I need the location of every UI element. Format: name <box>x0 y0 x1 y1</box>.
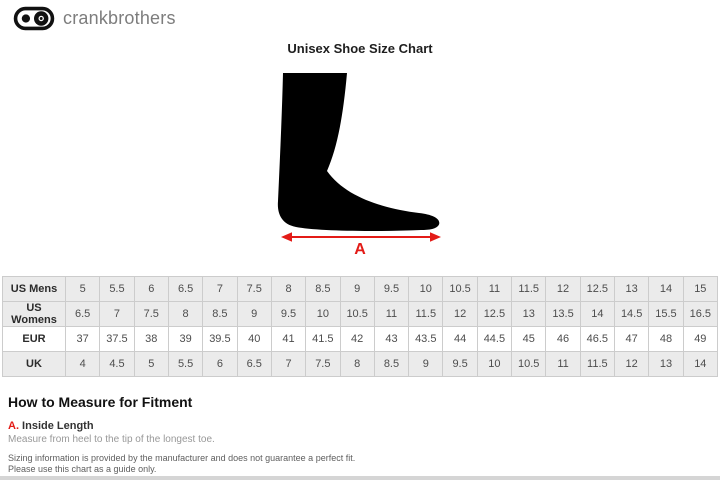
size-cell: 12.5 <box>477 302 511 327</box>
disclaimer-line-1: Sizing information is provided by the manufacturer and does not guarantee a perfect fit. <box>8 453 356 463</box>
sizing-disclaimer <box>8 453 355 475</box>
size-cell: 12 <box>546 277 580 302</box>
size-cell: 39 <box>168 327 202 352</box>
size-cell: 6.5 <box>168 277 202 302</box>
size-cell: 11 <box>374 302 408 327</box>
measure-section <box>8 394 215 445</box>
size-cell: 9 <box>409 352 443 377</box>
size-cell: 10.5 <box>443 277 477 302</box>
size-cell: 13 <box>615 277 649 302</box>
size-cell: 37 <box>66 327 100 352</box>
size-cell: 40 <box>237 327 271 352</box>
size-cell: 41 <box>271 327 305 352</box>
size-cell: 10.5 <box>340 302 374 327</box>
size-cell: 15.5 <box>649 302 683 327</box>
size-cell: 41.5 <box>306 327 340 352</box>
size-cell: 10 <box>409 277 443 302</box>
size-cell: 6.5 <box>237 352 271 377</box>
size-cell: 14 <box>683 352 717 377</box>
size-cell: 5 <box>66 277 100 302</box>
size-cell: 7 <box>203 277 237 302</box>
size-chart-body <box>3 277 718 377</box>
size-cell: 9 <box>340 277 374 302</box>
size-cell: 11 <box>546 352 580 377</box>
size-cell: 10 <box>477 352 511 377</box>
size-cell: 8 <box>271 277 305 302</box>
size-cell: 5 <box>134 352 168 377</box>
size-cell: 45 <box>512 327 546 352</box>
size-cell: 11.5 <box>512 277 546 302</box>
size-chart-table <box>2 276 718 377</box>
size-system-label: EUR <box>3 327 66 352</box>
size-cell: 8 <box>168 302 202 327</box>
size-system-label: UK <box>3 352 66 377</box>
size-cell: 11 <box>477 277 511 302</box>
size-cell: 14 <box>580 302 614 327</box>
size-cell: 47 <box>615 327 649 352</box>
size-cell: 11.5 <box>409 302 443 327</box>
size-cell: 13.5 <box>546 302 580 327</box>
size-cell: 9.5 <box>443 352 477 377</box>
size-cell: 8.5 <box>203 302 237 327</box>
size-cell: 48 <box>649 327 683 352</box>
size-cell: 9.5 <box>374 277 408 302</box>
measurement-label-a: A <box>354 241 366 258</box>
size-cell: 42 <box>340 327 374 352</box>
brand-header <box>0 0 720 36</box>
size-cell: 12 <box>615 352 649 377</box>
size-cell: 13 <box>649 352 683 377</box>
size-cell: 8.5 <box>306 277 340 302</box>
size-chart <box>2 276 718 377</box>
size-cell: 12.5 <box>580 277 614 302</box>
size-cell: 14 <box>649 277 683 302</box>
size-cell: 4.5 <box>100 352 134 377</box>
table-row <box>3 327 718 352</box>
measure-item-title <box>8 420 215 432</box>
size-cell: 12 <box>443 302 477 327</box>
size-cell: 7.5 <box>306 352 340 377</box>
size-cell: 14.5 <box>615 302 649 327</box>
size-cell: 7.5 <box>134 302 168 327</box>
size-cell: 46 <box>546 327 580 352</box>
measure-item-name: Inside Length <box>19 420 94 432</box>
size-cell: 7 <box>100 302 134 327</box>
size-cell: 43 <box>374 327 408 352</box>
size-cell: 4 <box>66 352 100 377</box>
table-row <box>3 302 718 327</box>
bottom-divider <box>0 476 720 480</box>
measure-heading: How to Measure for Fitment <box>8 394 193 410</box>
size-system-label: US Womens <box>3 302 66 327</box>
size-cell: 15 <box>683 277 717 302</box>
size-cell: 37.5 <box>100 327 134 352</box>
table-row <box>3 277 718 302</box>
size-cell: 39.5 <box>203 327 237 352</box>
size-cell: 44 <box>443 327 477 352</box>
size-cell: 8 <box>340 352 374 377</box>
size-cell: 10.5 <box>512 352 546 377</box>
size-cell: 10 <box>306 302 340 327</box>
disclaimer-line-2: Please use this chart as a guide only. <box>8 464 157 474</box>
size-cell: 49 <box>683 327 717 352</box>
size-cell: 11.5 <box>580 352 614 377</box>
size-cell: 38 <box>134 327 168 352</box>
size-cell: 44.5 <box>477 327 511 352</box>
table-row <box>3 352 718 377</box>
size-system-label: US Mens <box>3 277 66 302</box>
measure-item-key: A. <box>8 420 19 432</box>
size-cell: 5.5 <box>168 352 202 377</box>
size-cell: 7.5 <box>237 277 271 302</box>
size-cell: 9 <box>237 302 271 327</box>
size-cell: 16.5 <box>683 302 717 327</box>
size-cell: 7 <box>271 352 305 377</box>
size-cell: 6.5 <box>66 302 100 327</box>
size-cell: 6 <box>134 277 168 302</box>
size-cell: 46.5 <box>580 327 614 352</box>
brand-name: crankbrothers <box>63 7 176 28</box>
size-cell: 8.5 <box>374 352 408 377</box>
size-cell: 9.5 <box>271 302 305 327</box>
crankbrothers-logo-icon <box>13 5 55 32</box>
size-cell: 5.5 <box>100 277 134 302</box>
page-title: Unisex Shoe Size Chart <box>287 41 433 56</box>
size-cell: 6 <box>203 352 237 377</box>
size-cell: 43.5 <box>409 327 443 352</box>
measure-item-description: Measure from heel to the tip of the longest toe. <box>8 434 215 445</box>
size-cell: 13 <box>512 302 546 327</box>
